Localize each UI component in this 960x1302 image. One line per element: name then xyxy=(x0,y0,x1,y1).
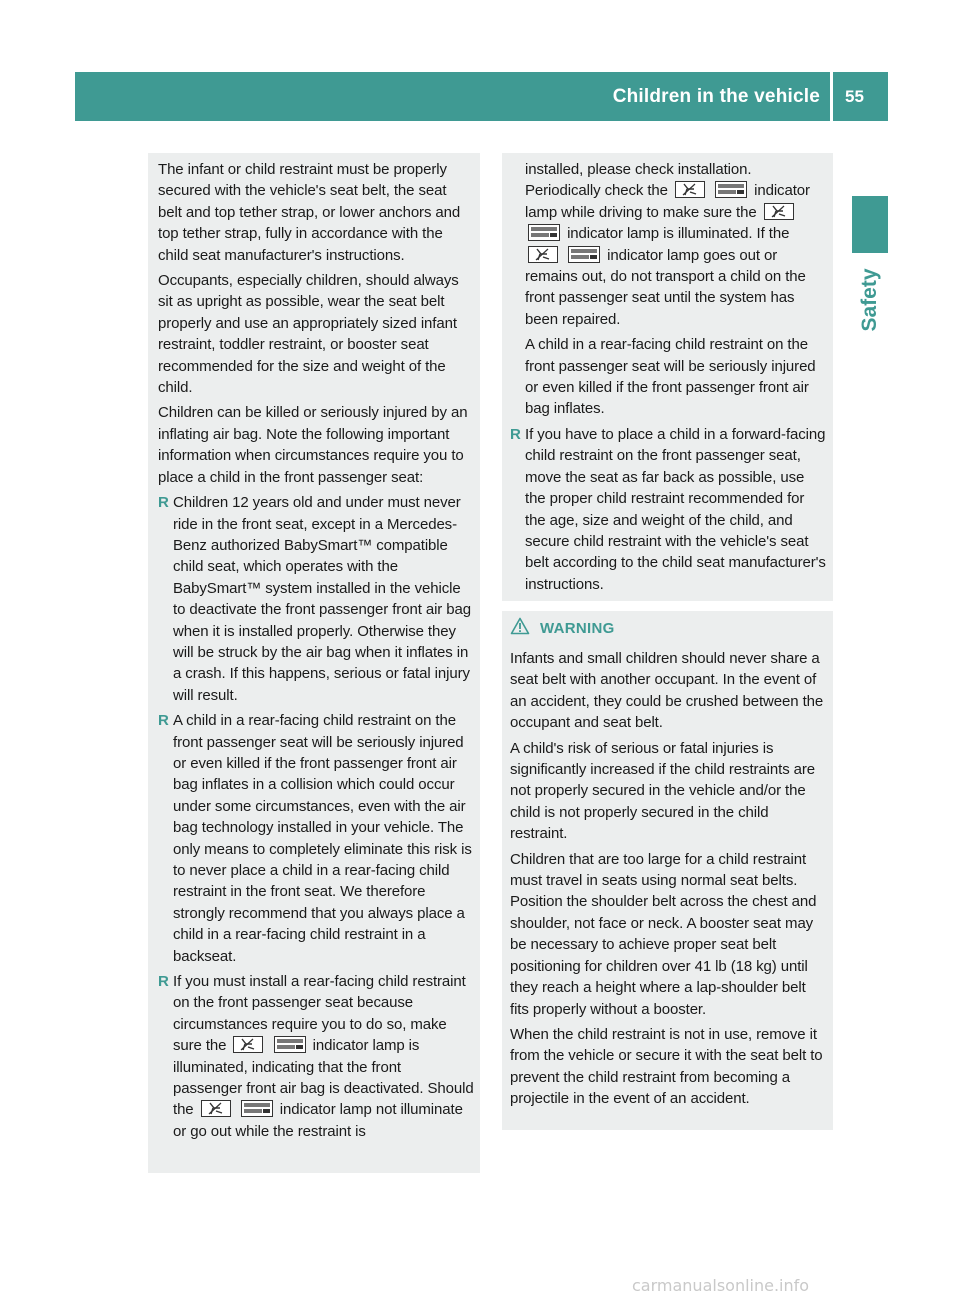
right-top-panel xyxy=(502,153,833,601)
pass-airbag-off-lamp-icon xyxy=(528,224,560,241)
page-header xyxy=(75,72,888,121)
pass-airbag-off-lamp-icon xyxy=(274,1036,306,1053)
warning-header xyxy=(510,617,827,640)
watermark: carmanualsonline.info xyxy=(632,1276,810,1295)
pass-airbag-off-lamp-icon xyxy=(241,1100,273,1117)
list-item: R If you must install a rear-facing child restraint on the front passenger seat because circumstances require you to do so, make sure the indicator lamp is illuminated, indicating that the front passenger front air bag is deactivated. Should the indicator lamp not illuminate or go out while the restraint is xyxy=(158,973,474,1140)
warning-paragraph: Infants and small children should never share a seat belt with another occupant. In the event of an accident, they could be crushed between the occupant and seat belt. xyxy=(510,650,824,732)
pass-airbag-off-lamp-icon xyxy=(568,246,600,263)
page-number: 55 xyxy=(845,87,864,106)
section-title: Children in the vehicle xyxy=(612,86,820,107)
warning-paragraph: When the child restraint is not in use, remove it from the vehicle or secure it with the seat belt to prevent the child restraint from becoming a projectile in the event of an accident. xyxy=(510,1025,823,1108)
list-item: R If you have to place a child in a forward-facing child restraint on the front passenger seat, move the seat as far back as possible, use the proper child restraint recommended for the age, size and weight of the child, and secure child restraint with the vehicle's seat belt according to the child seat manufacturer's instructions. xyxy=(510,425,826,593)
child-seat-airbag-off-icon xyxy=(201,1100,231,1117)
paragraph: Occupants, especially children, should always sit as upright as possible, wear the seat belt properly and use an appropriately sized infant restraint, toddler restraint, or booster seat recommended for the size and weight of the child. xyxy=(158,272,459,397)
pass-airbag-off-lamp-icon xyxy=(715,181,747,198)
warning-paragraph: A child's risk of serious or fatal injuries is significantly increased if the child restraints are not properly secured in the vehicle and/or the child is not properly secured in the child restraint. xyxy=(510,739,816,843)
list-item: R A child in a rear-facing child restraint on the front passenger seat will be seriously injured or even killed if the front passenger front air bag inflates in a collision which could occur under some circumstances, even with the air bag technology installed in your vehicle. The only means to completely eliminate this risk is to never place a child in a rear-facing child restraint in the front seat. We therefore strongly recommend that you always place a child in a rear-facing child restraint in a backseat. xyxy=(158,712,472,965)
header-divider xyxy=(830,72,833,121)
child-seat-airbag-off-icon xyxy=(233,1036,263,1053)
child-seat-airbag-off-icon xyxy=(528,246,558,263)
paragraph: The infant or child restraint must be properly secured with the vehicle's seat belt, the seat belt and top tether strap, or lower anchors and top tether strap, fully in accordance with the child seat manufacturer's instructions. xyxy=(158,161,461,264)
side-tab-marker xyxy=(852,196,888,253)
warning-title: WARNING xyxy=(540,620,615,637)
child-seat-airbag-off-icon xyxy=(675,181,705,198)
side-tab-label: Safety xyxy=(858,268,881,332)
left-column-panel xyxy=(148,153,480,1173)
warning-paragraph: Children that are too large for a child restraint must travel in seats using normal seat belts. Position the shoulder belt across the chest and shoulder, not face or neck. A booster seat may be necessary to achieve proper seat belt positioning for children over 41 lb (18 kg) until they reach a height where a lap-shoulder belt fits properly without a booster. xyxy=(510,850,817,1018)
continued-paragraph: installed, please check installation. Periodically check the indicator lamp while driving to make sure the indicator lamp is illuminated. If the indicator lamp goes out or remains out, do not transport a child on the front passenger seat until the system has been repaired. xyxy=(525,161,810,328)
paragraph: A child in a rear-facing child restraint on the front passenger seat will be seriously injured or even killed if the front passenger front air bag inflates. xyxy=(525,336,816,418)
warning-panel xyxy=(502,611,833,1130)
child-seat-airbag-off-icon xyxy=(764,203,794,220)
warning-triangle-icon xyxy=(510,617,530,640)
paragraph: Children can be killed or seriously injured by an inflating air bag. Note the following important information when circumstances require you to place a child in the front passenger seat: xyxy=(158,404,468,486)
list-item: R Children 12 years old and under must never ride in the front seat, except in a Mercedes-Benz authorized BabySmart™ compatible child seat, which operates with the BabySmart™ system installed in the vehicle to deactivate the front passenger front air bag when it is installed properly. Otherwise they will be struck by the air bag when it inflates in a crash. If this happens, serious or fatal injury will result. xyxy=(158,494,471,704)
